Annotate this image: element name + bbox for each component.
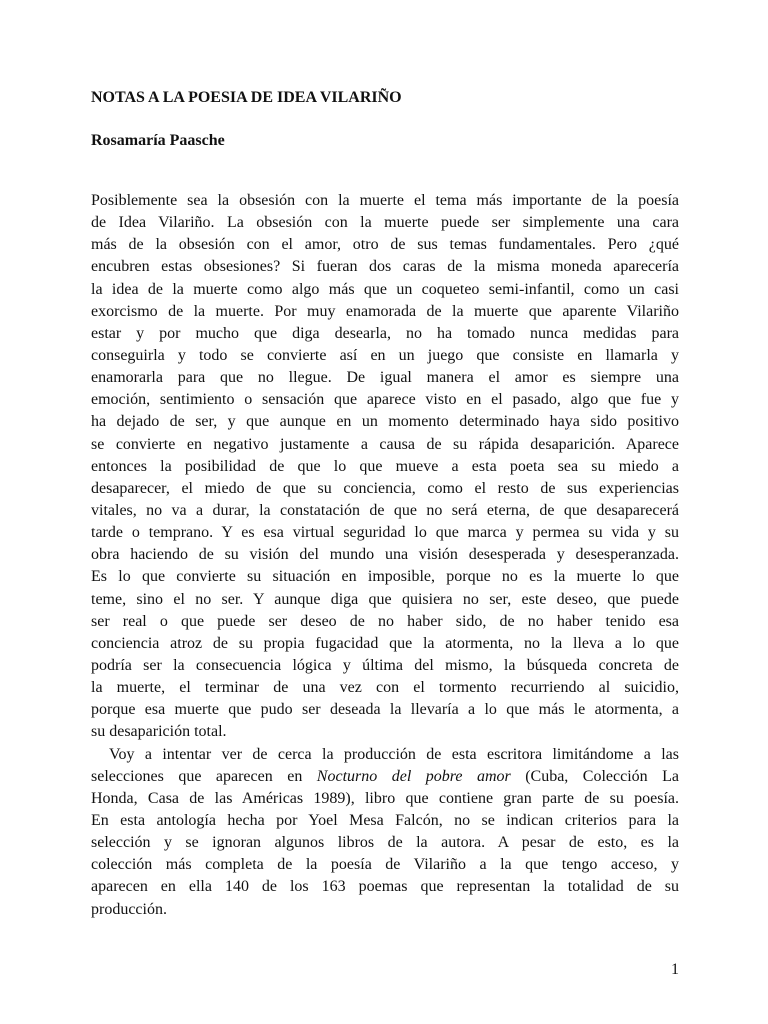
book-title: Nocturno del pobre amor [316,767,511,785]
paragraph-line: emoción, sentimiento o sensación que aparece visto en el pasado, algo que fue y [91,391,679,409]
paragraph-line: vitales, no va a durar, la constatación de que no será eterna, de que desaparecerá [91,501,679,519]
body-text [91,190,679,921]
paragraph-line: podría ser la consecuencia lógica y última del mismo, la búsqueda concreta de [91,656,679,674]
paragraph-line: se convierte en negativo justamente a causa de su rápida desaparición. Aparece [91,435,679,453]
paragraph-line: de Idea Vilariño. La obsesión con la muerte puede ser simplemente una cara [91,214,679,232]
paragraph-2 [91,744,679,921]
paragraph-line: conseguirla y todo se convierte así en un juego que consiste en llamarla y [91,346,679,364]
document-title: NOTAS A LA POESIA DE IDEA VILARIÑO [91,89,402,106]
paragraph-line: estar y por mucho que diga desearla, no ha tomado nunca medidas para [91,324,679,342]
paragraph-line: enamorarla para que no llegue. De igual manera el amor es siempre una [91,369,679,387]
page-number: 1 [671,961,679,978]
paragraph-line: desaparecer, el miedo de que su conciencia, como el resto de sus experiencias [91,479,679,497]
paragraph-line: obra haciendo de su visión del mundo una visión desesperada y desesperanzada. [91,546,679,564]
paragraph-line: la idea de la muerte como algo más que un coqueteo semi-infantil, como un casi [91,280,679,298]
paragraph-line: Es lo que convierte su situación en imposible, porque no es la muerte lo que [91,568,679,586]
paragraph-line: selección y se ignoran algunos libros de la autora. A pesar de esto, es la [91,834,679,852]
paragraph-line: conciencia atroz de su propia fugacidad que la atormenta, no la lleva a lo que [91,634,679,652]
paragraph-line: exorcismo de la muerte. Por muy enamorada de la muerte que aparente Vilariño [91,302,679,320]
paragraph-line: su desaparición total. [91,723,227,741]
paragraph-line: la muerte, el terminar de una vez con el tormento recurriendo al suicidio, [91,679,679,697]
paragraph-1 [91,190,679,744]
paragraph-line: aparecen en ella 140 de los 163 poemas que representan la totalidad de su [91,878,679,896]
paragraph-line: encubren estas obsesiones? Si fueran dos caras de la misma moneda aparecería [91,258,679,276]
paragraph-2-rest [91,788,679,921]
paragraph-line: producción. [91,900,167,918]
paragraph-line: Voy a intentar ver de cerca la producción de esta escritora limitándome a las [109,745,679,763]
paragraph-line: En esta antología hecha por Yoel Mesa Falcón, no se indican criterios para la [91,811,679,829]
document-author: Rosamaría Paasche [91,132,225,149]
paragraph-line [91,766,679,788]
paragraph-line: ser real o que puede ser deseo de no haber sido, de no haber tenido esa [91,612,679,630]
paragraph-line: ha dejado de ser, y que aunque en un momento determinado haya sido positivo [91,413,679,431]
document-page [91,0,679,1024]
line-text: selecciones que aparecen en [91,767,317,785]
paragraph-line: más de la obsesión con el amor, otro de sus temas fundamentales. Pero ¿qué [91,236,679,254]
paragraph-line: entonces la posibilidad de que lo que mueve a esta poeta sea su miedo a [91,457,679,475]
line-text: (Cuba, Colección La [510,767,680,785]
paragraph-line: teme, sino el no ser. Y aunque diga que quisiera no ser, este deseo, que puede [91,590,679,608]
paragraph-line: porque esa muerte que pudo ser deseada la llevaría a lo que más le atormenta, a [91,701,679,719]
paragraph-line: tarde o temprano. Y es esa virtual seguridad lo que marca y permea su vida y su [91,524,679,542]
paragraph-line: colección más completa de la poesía de Vilariño a la que tengo acceso, y [91,856,679,874]
paragraph-line: Posiblemente sea la obsesión con la muerte el tema más importante de la poesía [91,192,679,209]
paragraph-line: Honda, Casa de las Américas 1989), libro que contiene gran parte de su poesía. [91,789,679,807]
